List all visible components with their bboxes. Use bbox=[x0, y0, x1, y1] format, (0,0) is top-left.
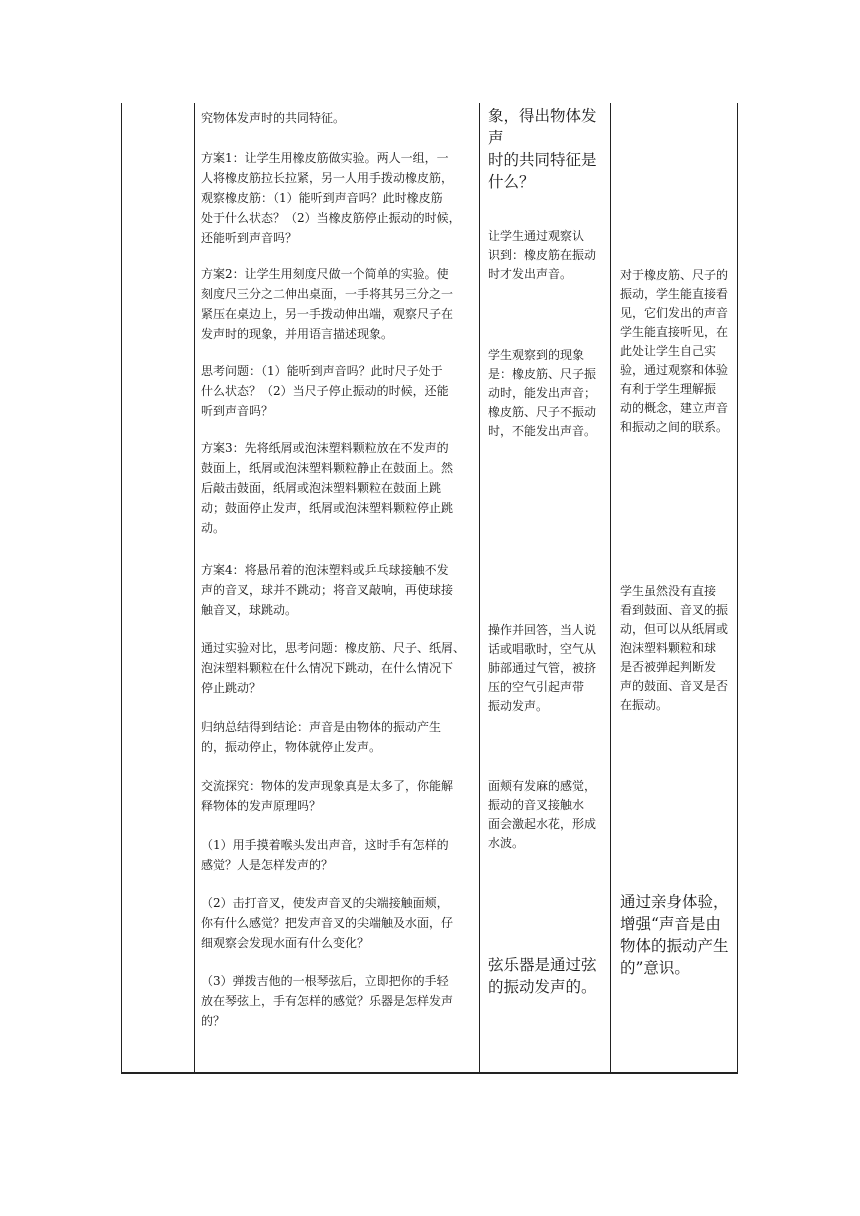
teacher-text-conclusion: 归纳总结得到结论：声音是由物体的振动产生 的，振动停止，物体就停止发声。 bbox=[201, 720, 442, 754]
intent-text-direct: 对于橡皮筋、尺子的 振动，学生能直接看 见，它们发出的声音 学生能直接听见，在 此处让学生自己实 验，通过观察和体验 有利于学生理解振 动的概念，建立声音 和振动之间的联系。 bbox=[620, 268, 729, 434]
teacher-text-intro: 究物体发声时的共同特征。 bbox=[201, 111, 346, 125]
table-divider-3 bbox=[610, 103, 611, 1073]
teacher-text-plan3: 方案3：先将纸屑或泡沫塑料颗粒放在不发声的 鼓面上，纸屑或泡沫塑料颗粒静止在鼓面上。然 后敲击鼓面，纸屑或泡沫塑料颗粒在鼓面上跳 动；鼓面停止发声，纸屑或泡沫塑料颗粒停止跳 动。 bbox=[201, 441, 454, 535]
table-border-left bbox=[121, 103, 122, 1073]
table-divider-2 bbox=[479, 103, 480, 1073]
student-text-phenomenon: 学生观察到的现象 是：橡皮筋、尺子振 动时，能发出声音； 橡皮筋、尺子不振动 时，不能发出声音。 bbox=[488, 348, 597, 438]
student-text-strings: 弦乐器是通过弦 的振动发声的。 bbox=[488, 956, 597, 996]
teacher-text-q2: （2）击打音叉，使发声音叉的尖端接触面颊， 你有什么感觉？把发声音叉的尖端触及水面，仔 细观察会发现水面有什么变化？ bbox=[201, 896, 454, 950]
teacher-text-plan4: 方案4：将悬吊着的泡沫塑料或乒乓球接触不发 声的音叉，球并不跳动；将音叉敲响，再使球接 触音叉，球跳动。 bbox=[201, 563, 454, 617]
teacher-text-compare: 通过实验对比，思考问题：橡皮筋、尺子、纸屑、 泡沫塑料颗粒在什么情况下跳动，在什么情况下 停止跳动？ bbox=[201, 641, 466, 695]
table-border-right bbox=[737, 103, 738, 1073]
teacher-text-plan1: 方案1：让学生用橡皮筋做实验。两人一组，一 人将橡皮筋拉长拉紧，另一人用手拨动橡皮筋， 观察橡皮筋：（1）能听到声音吗？此时橡皮筋 处于什么状态？（2）当橡皮筋停止振动的时候， 还能听到声音吗？ bbox=[201, 151, 461, 245]
teacher-text-discuss: 交流探究：物体的发声现象真是太多了，你能解 释物体的发声原理吗？ bbox=[201, 779, 454, 813]
student-text-observe: 让学生通过观察认 识到：橡皮筋在振动 时才发出声音。 bbox=[488, 229, 597, 281]
student-text-voice: 操作并回答，当人说 话或唱歌时，空气从 肺部通过气管，被挤 压的空气引起声带 振动发声。 bbox=[488, 623, 597, 713]
teacher-text-q1: （1）用手摸着喉头发出声音，这时手有怎样的 感觉？人是怎样发声的？ bbox=[201, 838, 449, 872]
student-text-tuningfork: 面颊有发麻的感觉， 振动的音叉接触水 面会激起水花，形成 水波。 bbox=[488, 779, 597, 850]
student-text-question: 象，得出物体发声 时的共同特征是 什么？ bbox=[488, 107, 597, 191]
table-divider-1 bbox=[194, 103, 195, 1073]
intent-text-experience: 通过亲身体验， 增强“声音是由 物体的振动产生 的”意识。 bbox=[620, 893, 729, 977]
teacher-text-q3: （3）弹拨吉他的一根琴弦后，立即把你的手轻 放在琴弦上，手有怎样的感觉？乐器是怎样发声 的？ bbox=[201, 974, 454, 1028]
teacher-text-question: 思考问题：（1）能听到声音吗？此时尺子处于 什么状态？（2）当尺子停止振动的时候，还能 听到声音吗？ bbox=[201, 364, 449, 418]
intent-text-indirect: 学生虽然没有直接 看到鼓面、音叉的振 动，但可以从纸屑或 泡沫塑料颗粒和球 是否被弹起判断发 声的鼓面、音叉是否 在振动。 bbox=[620, 584, 729, 712]
teacher-text-plan2: 方案2：让学生用刻度尺做一个简单的实验。使 刻度尺三分之二伸出桌面，一手将其另三分之一 紧压在桌边上，另一手拨动伸出端，观察尺子在 发声时的现象，并用语言描述现象。 bbox=[201, 267, 454, 341]
table-border-bottom bbox=[121, 1072, 738, 1074]
